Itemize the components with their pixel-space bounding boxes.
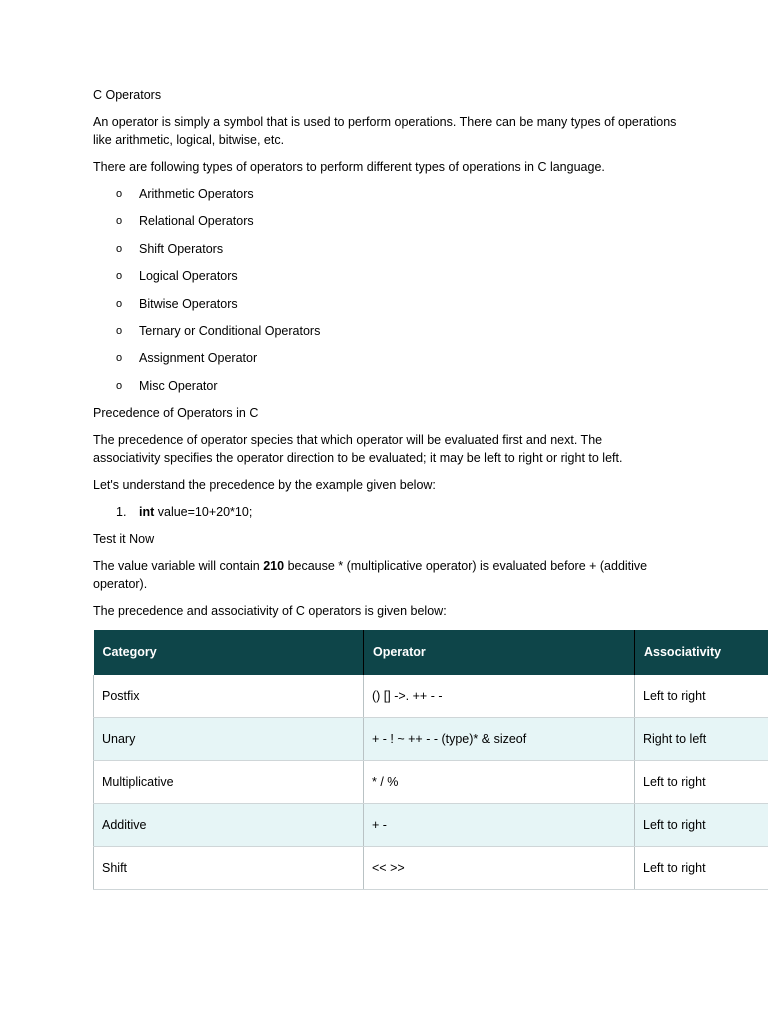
- table-intro: The precedence and associativity of C operators is given below:: [93, 603, 447, 618]
- code-keyword: int: [139, 504, 155, 519]
- example-intro: Let's understand the precedence by the example given below:: [93, 477, 436, 492]
- types-intro-paragraph: There are following types of operators to perform different types of operations in C language.: [93, 160, 605, 174]
- document-page: [93, 86, 768, 890]
- intro-paragraph: An operator is simply a symbol that is used to perform operations. There can be many types of operations like arithmetic, logical, bitwise, etc.: [93, 115, 677, 147]
- list-item: [93, 377, 768, 395]
- value-note-text: The value variable will contain: [93, 558, 264, 573]
- value-note-bold: 210: [263, 558, 285, 573]
- table-row: [94, 803, 768, 846]
- code-text: value=10+20*10;: [154, 504, 253, 519]
- bullet-icon: o: [116, 297, 123, 310]
- list-item: [93, 267, 768, 294]
- operators-table: [93, 630, 768, 890]
- column-header-category: Category: [94, 630, 364, 675]
- line-number: 1.: [116, 504, 127, 519]
- bullet-icon: o: [116, 270, 123, 283]
- cell-operator: + -: [364, 803, 635, 846]
- cell-category: Postfix: [94, 675, 364, 718]
- cell-operator: () [] ->. ++ - -: [364, 675, 635, 718]
- list-item-label: Arithmetic Operators: [139, 187, 254, 201]
- table-row: [94, 717, 768, 760]
- list-item: [93, 322, 768, 349]
- column-header-operator: Operator: [364, 630, 635, 675]
- cell-category: Multiplicative: [94, 760, 364, 803]
- cell-associativity: Left to right: [635, 803, 768, 846]
- list-item-label: Ternary or Conditional Operators: [139, 323, 321, 338]
- cell-associativity: Right to left: [635, 717, 768, 760]
- test-it-now-link[interactable]: Test it Now: [93, 531, 155, 546]
- bullet-icon: o: [116, 188, 123, 200]
- cell-associativity: Left to right: [635, 675, 768, 718]
- table-row: [94, 675, 768, 718]
- value-note-paragraph: [93, 557, 678, 593]
- list-item-label: Logical Operators: [139, 269, 238, 284]
- code-line: [93, 503, 768, 521]
- bullet-icon: o: [116, 379, 123, 392]
- example-code-list: [93, 503, 768, 521]
- cell-operator: << >>: [364, 846, 635, 889]
- cell-operator: + - ! ~ ++ - - (type)* & sizeof: [364, 717, 635, 760]
- operator-types-list: [93, 185, 768, 395]
- table-header-row: [94, 630, 768, 675]
- list-item-label: Shift Operators: [139, 241, 224, 256]
- table-row: [94, 846, 768, 889]
- cell-associativity: Left to right: [635, 760, 768, 803]
- cell-category: Shift: [94, 846, 364, 889]
- bullet-icon: o: [116, 242, 123, 255]
- precedence-paragraph: The precedence of operator species that which operator will be evaluated first and next. The associativity specifies the operator direction to be evaluated; it may be left to right or right to left.: [93, 432, 623, 465]
- page-title: C Operators: [93, 88, 162, 102]
- list-item-label: Assignment Operator: [139, 351, 258, 366]
- bullet-icon: o: [116, 324, 123, 337]
- cell-associativity: Left to right: [635, 846, 768, 889]
- list-item: [93, 185, 768, 212]
- list-item-label: Misc Operator: [139, 378, 218, 393]
- list-item-label: Relational Operators: [139, 214, 254, 229]
- bullet-icon: o: [116, 215, 123, 228]
- table-row: [94, 760, 768, 803]
- precedence-heading: Precedence of Operators in C: [93, 405, 259, 420]
- cell-category: Unary: [94, 717, 364, 760]
- list-item: [93, 240, 768, 267]
- column-header-associativity: Associativity: [635, 630, 768, 675]
- cell-operator: * / %: [364, 760, 635, 803]
- list-item-label: Bitwise Operators: [139, 296, 238, 311]
- cell-category: Additive: [94, 803, 364, 846]
- list-item: [93, 349, 768, 376]
- list-item: [93, 212, 768, 239]
- value-note-text-end: because * (multiplicative operator) is evaluated before + (additive operator).: [93, 558, 648, 591]
- bullet-icon: o: [116, 352, 123, 365]
- list-item: [93, 295, 768, 322]
